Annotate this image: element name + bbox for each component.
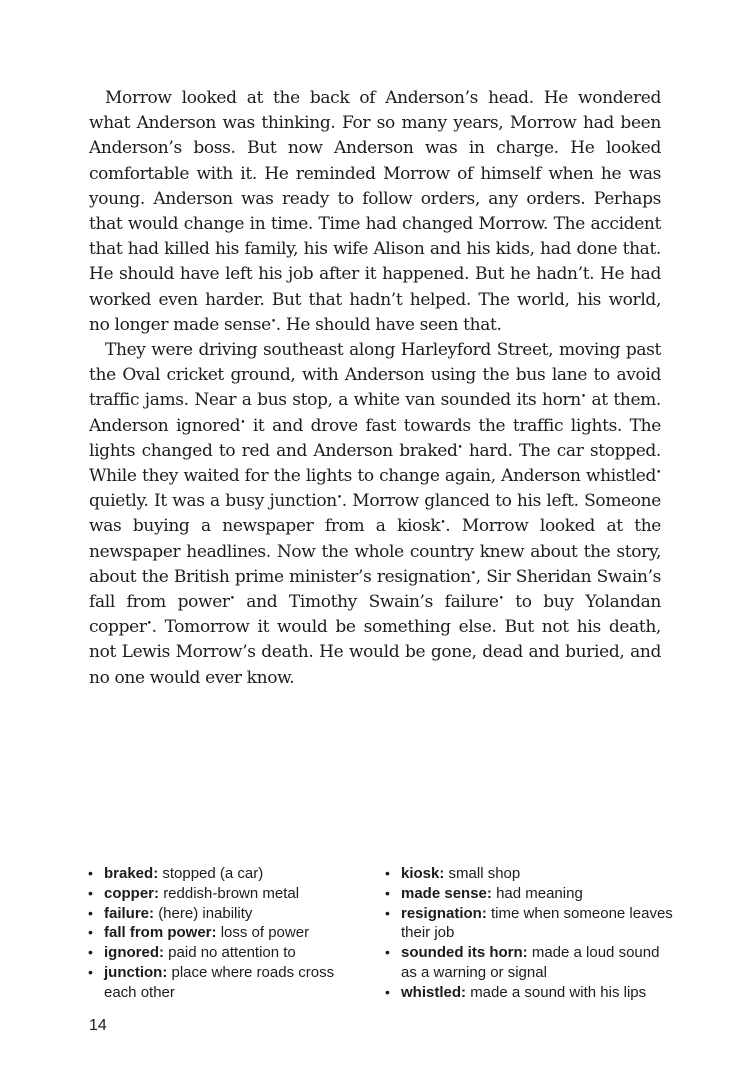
story-text xyxy=(89,86,661,691)
glossary-item xyxy=(87,923,357,943)
glossary-term: braked: xyxy=(104,865,159,882)
paragraph-1 xyxy=(89,86,661,338)
glossary-item xyxy=(87,943,357,963)
text-segment: They were driving southeast along Harleyford Street, moving past the Oval cricket ground, with Anderson using the bus lane to avoid traffic jams. Near a bus stop, a white van sounded its horn xyxy=(89,340,661,411)
page-number: 14 xyxy=(89,1017,107,1034)
glossary-term: made sense: xyxy=(401,884,492,902)
text-segment: . Morrow looked at the newspaper headlines. Now the whole country knew about the story, about the British prime minister’s resignation xyxy=(89,516,661,587)
glossary-right-column xyxy=(384,864,674,1003)
glossary-definition: small shop xyxy=(448,865,521,882)
glossary-term: failure: xyxy=(104,904,155,922)
glossary-term: resignation: xyxy=(401,904,487,922)
glossary-item xyxy=(384,904,674,944)
glossary-definition: made a sound with his lips xyxy=(470,983,647,1001)
glossary-marker: • xyxy=(229,594,235,605)
text-segment: at them. Anderson ignored xyxy=(89,390,661,436)
text-segment: and Timothy Swain’s failure xyxy=(234,592,499,613)
text-segment: , Sir Sheridan Swain’s fall from power xyxy=(89,566,661,613)
glossary-marker: • xyxy=(498,594,504,605)
glossary-definition: had meaning xyxy=(496,884,583,902)
glossary-marker: • xyxy=(146,619,152,630)
glossary-item xyxy=(384,864,674,884)
text-segment: Morrow looked at the back of Anderson’s head. He wondered what Anderson was thinking. For so many years, Morrow had been Anderson’s boss. But now Anderson was in charge. He looked comfortable with it. He reminded Morrow of himself when he was young. Anderson was ready to follow orders, any orders. Perhaps that would change in time. Time had changed Morrow. The accident that had killed his family, his wife Alison and his kids, had done that. He should have left his job after it happened. But he hadn’t. He had worked even harder. But that hadn’t helped. The world, his world, no longer made sense xyxy=(89,88,661,335)
glossary-item xyxy=(87,864,357,884)
text-segment: . Morrow glanced to his left. Someone was buying a newspaper from a kiosk xyxy=(89,491,661,537)
glossary-item xyxy=(384,943,674,983)
text-segment: . Tomorrow it would be something else. But not his death, not Lewis Morrow’s death. He would be gone, dead and buried, and no one would ever know. xyxy=(89,617,661,688)
glossary-left-column xyxy=(87,864,357,1003)
text-segment: hard. The car stopped. While they waited for the lights to change again, Anderson whistled xyxy=(89,440,661,487)
glossary-marker: • xyxy=(656,468,661,479)
glossary-marker: • xyxy=(440,518,446,529)
text-segment: it and drove fast towards the traffic lights. The lights changed to red and Anderson braked xyxy=(89,415,661,461)
glossary-marker: • xyxy=(336,493,342,504)
glossary-marker: • xyxy=(580,392,586,403)
glossary-definition: place where roads cross each other xyxy=(104,963,335,1001)
glossary-term: kiosk: xyxy=(401,865,445,882)
glossary-marker: • xyxy=(270,316,276,327)
glossary-definition: paid no attention to xyxy=(168,944,296,962)
text-segment: quietly. It was a busy junction xyxy=(89,491,337,512)
glossary-definition: made a loud sound as a warning or signal xyxy=(401,944,660,981)
glossary-definition: (here) inability xyxy=(158,904,253,922)
glossary-term: whistled: xyxy=(401,983,467,1001)
glossary-term: ignored: xyxy=(104,944,164,962)
glossary-marker: • xyxy=(457,442,463,453)
glossary-definition: time when someone leaves their job xyxy=(401,904,673,942)
glossary-item xyxy=(87,884,357,904)
glossary-definition: loss of power xyxy=(220,924,310,942)
text-segment: to buy Yolandan copper xyxy=(89,592,661,638)
glossary-item xyxy=(87,963,357,1003)
glossary-item xyxy=(384,983,674,1003)
glossary-definition: reddish-brown metal xyxy=(163,884,300,902)
glossary-marker: • xyxy=(240,417,246,428)
glossary-term: copper: xyxy=(104,884,160,902)
glossary-marker: • xyxy=(470,568,476,579)
paragraph-2 xyxy=(89,338,661,691)
glossary-term: fall from power: xyxy=(104,924,217,942)
glossary-item xyxy=(87,904,357,924)
glossary-item xyxy=(384,884,674,904)
glossary-term: junction: xyxy=(104,963,168,981)
glossary-term: sounded its horn: xyxy=(401,944,528,962)
text-segment: . He should have seen that. xyxy=(275,314,502,335)
glossary-definition: stopped (a car) xyxy=(162,865,264,882)
